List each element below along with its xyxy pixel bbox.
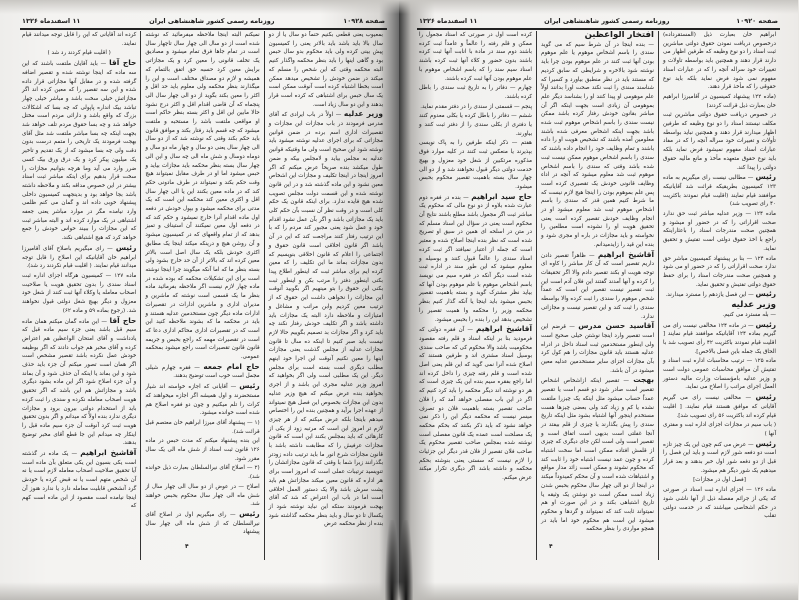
speaker-text: — باید آقایان ملتفت باشند که این سه ماده که اینجا نوشته شده و تقصیر اضافه گرفته شده و در مقابل آنها مجازاتی قرار داده شده و این سه تقصیر را که معین کرده اند اگر مجازاتش خیلی سخت باشد و مباشر خیلی چهار تباشد بیک انداره پاپولی که چه بسا که اشکالات بزرگ که واقع باشد و دارائی مردم است مختل خواهد شد و چه بسا حقوق مردم تلف خواهد شد بجهت اینکه چه بسا مباشر ملتفت شد مثل آقای بهجت فرمودند یک تاریخی را متمم درست بدون دقت ولی چه بسا میشود که از یک تقدیم و تاخیر یک میلیون پیکر کرد و یک درق ورق بیک کسی ضرر وارد می آید وما هرچه بتوانیم مجازات را سخت قرار بدهیم برای اینکه مباشر ثبت اسناد بیشتر در این خصوص مداقه بکند و ملاحظه داشته باشد بجا خواهد بود و بدینجهت کمیسیون داخلی پیشنهاد خوبی داده اند و گمان می کنم ظلمی وارد نیامده مگر در موارد مباشر یعنی جعفه اشتباهی در یک موارد کرده اند و البته مباشر ثبت که این مجازات را ببیند حواس خودش را جمع خواهد کرد که هیچ اشتباهی نکند. [22, 61, 137, 242]
speaker-text: — این ماده گمان میکنم همان ماده سیم قبل باشد یعنی جزء سیم ماده قبل که یادداشت و آقای امتحان الواعظین هم اعتراض کرده و آقای مخبر هم جواب دادند که اگر بوظیفه خودش عمل نکرده باشد تقصیر مشخص است اگر همان است تصور میکنم آن جزء باید حذف شود و این بماند یا اینکه آن حذف شود و آن بماند و آن جزء اصلاح شود اگر این ماده بشود دیگری باشد و مجازاتش هم این باشد که اگر تحقیق هویت اصحاب معامله نکرده و سندی را ثبت کرده باید از استخدام دولتی بیرون برود و مجازات دیگری ندارد بنده اولاً که میدانم و اگر بدون تحقیق هویت ثبت کرد آنوقت آن جزء سیم ماده قبل را اینکار چه میدانم این جا قطع آقای مخبر توضیح بدهند. [22, 318, 137, 447]
header-date: ۱۱ اسفندماه ۱۳۲۶ [22, 17, 81, 25]
speaker-name: رئیس [755, 172, 776, 182]
speaker-name: رئیس [755, 319, 777, 329]
speaker-name: وزیر عدلیه [343, 109, 383, 119]
header-gazette-title: روزنامه رسمی کشور شاهنشاهی ایران [149, 17, 275, 25]
body-paragraph: ماده ۱۲۴ — وزیر عدلیه مباشر ثبت حق ندارد صحت اقراراتی را که در حضور او میشود و همچنین صحت مندرجات اسناد را باعثاراینکه راجع با اخذ حقوق دولتی است تفتیش و تحقیق نماید. [663, 211, 777, 252]
page-number: ۴ [185, 543, 189, 550]
speaker-paragraph [663, 321, 776, 357]
speaker-text: — تقصیر اینکه ازاشخاص اشخاص تقصیر است صادر شود دو قسم است یا تقصیر عمداً حساب میشود مثل اینکه یک چیزرا ملتفت نشده یا کم و زیاد کند ولی بعضی چیزها هست مستخدم اینجور آنها اشتباه بشود مثل اینکه تاریخ سندی را پیش بگذارند یا چیزی از قلم بیفتد در آنجا غفلتی است بدیهی است اتفاق است و تقصیر است ولی است لکن جای دیگری که چیزی از قلمش افتاده ممکن است اما سخت اشتباه کرده و چون عمد نیست اشتباه خود را ثابت کند که محکوم نشوند و ممکن است زائد مدار مواقع و اشتباهات شده است و آن محکم کمیدوداً میکند در اینجا از دو الی چهار سال محکوم بحبس شدن زیاد است ممکن است دو نوشتن یک وثیقه یا تاریخ اشتباهی بکند و در این صورت او هم نمیتواند ثابت کند که نمیتواند و گردها و محکوم میشود این است هم محکوم خود اما باید در همچو مواردی را بنظر محکمه [541, 378, 654, 533]
body-paragraph: (ماده ۱۲۲ پیشنهاد کمیسیون در آقامیرزا ابراهیم خان بعبارت ذیل قرائت کردند) [663, 93, 776, 109]
header-gazette-title: روزنامه رسمی کشور شاهنشاهی ایران [544, 17, 670, 25]
speaker-paragraph [541, 251, 654, 322]
speaker-name: رئیس [239, 508, 260, 518]
speaker-paragraph [22, 59, 136, 243]
speaker-paragraph [22, 449, 136, 511]
speaker-paragraph [419, 193, 532, 325]
speaker-paragraph [541, 376, 654, 534]
body-paragraph: ماده ۱۲۵ — ترتیب محاسبات اداره ثبت اسناد و تفتیش آن موافق محاسبات عمومی دولت است و وزیر عدلیه بامؤسسات وزارت مالیه دستور العمل اجرای مراتب را اصلاح می نماید. [663, 358, 777, 391]
body-paragraph: کرده است اول در صورتی که اسناد مجعول را ممکن و قلم رفته را عالماً و عامداً ثبت کرده باشند دوم سند در مادة با انابت آنها ثبت کرده باشند بدون حضور و کلاء آنها ثبت کرده باشند اسناد سیم سند را که باسم اشخاص موهوم با علم موهوم بودن آنها ثبت کرده باشند. [419, 32, 532, 82]
speaker-text: — یک ماده در گذشته است یکی بسیون این یکی متعلق بآن ماده است آیا تحقیق صلاحیت اصحاب معامله لازم است یا نه آن شخص متهم است یا نه قبض کرده یا خودش گرد آنشخص قابلیت معامله دارد یا ندارد هنوز آن اینجا نیامده است مقصود از این ماده است کهم که [22, 451, 137, 510]
page-number: ۴ [549, 543, 553, 550]
speaker-text: — آقایانی که اجازه خواسته اند شیار مستحضرند و اول همیشه اگر اجازه میخواهند که کرات را تلم میکنیم و چون دو فقره اصلاح هم شده است خوانده میشود. [145, 384, 260, 417]
body-paragraph: چهارم — دفاتر را به تاریخ ثبت سندی را باطل کرده باشند. [419, 85, 532, 100]
speaker-paragraph [663, 290, 776, 300]
speaker-text: — ظاهراً تقصیر دادن داریم تقصیر است که آن کار مباشر را کاوه ای توجه هویت او بکند تقصیر دادم والا اگر تحقیقات را کرده و آنها آمدند گفتند این فلان آدم است این ثبت تقصیر نیست تقصیر این است که عمداً شخص موهوم را سندی را ثبت کرده والا بواسطه سندی را ثبت کند و این تقصیر نیست و مجازاتی ندارد. [541, 252, 654, 320]
speaker-name: رئیس [755, 438, 776, 448]
body-paragraph: هفتم — ذکر اینکه طرفین را به پاک نویسی بپذیرند یا منعکس ثبت کنند در کلیه موارد فوق مذکوره مرتکبین از شغل خود معزول و بهیچ خدمت دولتی دیگر قبول نخواهند شد و از دو الی چهار سال بسته باهمیت تقصیر محکوم بحبس میشود. [419, 140, 532, 190]
binding-gutter-shadow [385, 520, 399, 600]
right-page-columns [415, 31, 780, 560]
speaker-name: حاج سید ابراهیم [471, 191, 533, 201]
speaker-text: — بنده در فقره دوم عبارت شده بلاوه از دو نوع مالی که محکوم یک مباشر ثبت اگر مجعول باشد مطلع باشند نتایج آن محکوم است یعنی در سؤال این اسناد مسلم که در متن در اسلحه ای همین در سیق او تصریح شده است که نظر بنده اینجا اصلاح شده و معتبر است که جمله از اعتبار نمیافتد اگر ثبت کرده اسناد سندی را عالماً قبول کنند و بوسیله و معلوم میشود که این طور سند در اداره ثبت شده است دیگر آنکه در فقره سیم می نویسد باسم اشخاص موهوم با علم موهوم بودن آنها که بیاید نظر مشترک گوید و بسته باهمیت تقصیر بحبس میشود باید اینجا یا آنکه گذار کنیم بنظر محکمه وزیر را محکمه وا همیت تقصیر را تشخیص بدهد این را بنده را بحبس میشود. [419, 194, 532, 323]
header-page-label: صفحه ۱۰۹۲۰ [736, 17, 778, 25]
body-paragraph: (۲ — اصلاح آقای نیرالسلطان بعبارت ذیل خوانده شد). [145, 465, 260, 481]
body-paragraph: ابراهیم خان بعبارت ذیل (المستقرداده) درخصوص دریافت نمودن حقوق دولتی مباشرین ثبت اسناد را دو نوع وظیفه که طرفین اظهار می دارند قرار دهند و همچنین باید بواسطه تاولات و تغییرات خود سراله آنچه را که در عبارات اسناد مفهوم نمی شود فرض نماید بلکه باید نوع حقوقی را که مأخذ قرار دهند. [663, 32, 776, 91]
body-paragraph: بمعیوب یعنی قطعی بکنیم حتماً دو سال یا از دو سال بالا باید باشد باید بالاتر یعنی را کمیسیون پیش بینی کرده ولی باید محکوم بدو سال حبس بود و گاهی اینها را باید بنظر محکمه واگذار کنیم البته محکمه وقتی که این شخص را مسلم که میکند در ضمن خودش را تشخیص میدهد ممکن است بخطا اشتباه کرده است آنوقت ممکن است یک سال حبس برای اشتباهی که کرده است قرار بدهند و این دو سال زیاد است. [268, 32, 383, 108]
scan-shadow-bottom [0, 582, 399, 600]
speaker-name: رئیس [755, 392, 777, 402]
speaker-text: — اولاً در باب ایرادی که آقای مدرس فرمودند در باب مجازات این مجازات و تقصیرات اداری اسم برده در ضمن قوانین مجازاتی که برای اجرای عدلیه نوشته میشود باید نوشته شود این صحیح است ولی ما وقتیکه قوانین عدلیه به مجلس بیاید و لامجلس بیکه و ضمن طول میکشد بنده صریحاً عرض میکنم که اگر امروز اینجا در اینجا تکلیف و مجازات این اشخاص معین نشود و این ماده گذشته شد و در این قانون نوشته شده و این قسمت دولت مجلس تصویب شده هیچ فایده ندارد. برای اینکه قانون یک حکم کلی است و در وقت نظر آن نسبت بآن حکم کلی باید یک مجازاتی باشد و اگر بآن عمل نشود اقدام خود و عمل شود یعنی مجبور کند مردم را که با این ترتیب رفتار کنند مراجعت کند که این در آن باشد اگر قانون اخلاقی است قانون حقوق و اجتماعی را اعلام که قانون اخلاقی بنویسیم که بدون مجازات بماند ما این تکلیف را که معین کرده ایم برای مباشر ثبت که اینطور اطلاع پیدا بکنی اینطور دفتر را مرتب بکن و اینطور ثبت بکنی این حقوق را بتو مینهیم اگر بگویید آنوقت این مجازات را نخواهی داشت این حقوق که از ترتیب معین کردیم وابن مراتب و مشاغل و امتیازات و ملاحظه دارد البته یک مجازات باید داشته باشد و اگر تکلیف خودش رفتار نکند چه باید کرد و اگر مجازات بد تصمیم بگوییم حالا لازم نیست باید صبر کنیم تا اینکه ده سال تا قانون مجازات عدلیه از مجلس گذشت یعنی مجازات اینها را معین نکنیم آنوقت این اجرا خود اینهم مطلب دیگری است بسته است برأی مجلس دیگر. این یک مطلبی است ولی اگر بخواهید که امروز وزیر عدلیه مجری این باشد و از اجری بخواهید بنده عرض میکنم که هیچ وزیر عدلیه بدون این مجازات بخصوص این فصل هیچ نمیتواند از عهده اجرا برآید و همچنین بنده این را اختصاص میدهم باینجا بلکه عرض میکنم که از هر چیزی لازم تر امروز این است که مرتبه زود از یکی از کارهائی که باید بمجلس بکنند این است که قانون مجازات عرفیش را که مطابقت داشته باشد با قانون مجازات شرع انور ما باید ترتیب داده زودتر بگذرانند زیرا شما با وقتی که قانون مجازاتشان را تنویسید ترتیبات عملی است که امروز است برای هر اداره که قانون معین میکند مجازاتش هم باید پشت سرش باشد والا یک دستور العمل اخلاقی است اما در باب این اعتراض که شد که آقای بهجت فرمودند ستکه این نباید نوشته شود از یکسال تا دو سال و باید بنظر محکمه گذاشته شود بنده از نظر محکمه عرض [268, 112, 383, 528]
text-column [18, 31, 141, 560]
body-paragraph: (۱ — پیشنهاد آقای میرزا ابراهیم خان معتصم قبل قرائت شد). [145, 419, 260, 435]
speaker-name: آقاشیخ ابراهیم [80, 448, 137, 458]
centered-note: ( اقلیت قیام کردند رد شد ) [47, 50, 111, 57]
text-column [659, 31, 780, 560]
body-paragraph: پنجم — قسمتی از سندی را در دفتر مقدم نماید. [420, 103, 532, 110]
speaker-text: — قرضم این است تقصیر وارد اینجا نوشتن خیلی صحیح است ولی اینطور مستخدمین ثبت اسناد داخل در ادراه عدلیه هستند باید قانون مجازات را هم کول کرد بآن مجازات اجزای سایر مستخدمین عدلیه معین میشود در آن باشد. [541, 324, 654, 374]
left-page [0, 0, 399, 600]
speaker-paragraph [269, 110, 383, 529]
body-paragraph: — بنده اینجا در آن شرط سیم که می گوید سندی را باسم اشخاص موهوم یا علم موهوم بودن آنها ثبت کنند در علم موهوم بودن چرا باید نوشته شود بالاخره و شرایطی که سابق کردیم که مستند باید در نظر منطبق بیاورد و کسیرا که شناسند سندی را ثبت نکند صحت اورا بدانند اولاً علم موهومی او پیدا کنند او را بشناسد دیگر علم بموهومی آن زیادی است بجهت اینکه اگر آن مباشر بقانون خودش رفتار کرده باشد ممکن نیست سندی را باسم اشخاص موهوم ثبت شده باشد بجهت اینکه اشخاص معرفی شده باشند معلومین آمده باشند که تشخیص هویت او را داده باشند و تمام وظایف خود را انجام داده باشند که سندی را باسم اشخاص موهوم ممکن نیست ثبت شده باشد وقتی که سندی را باسم اشخاص موهوم ثبت شد معلوم میشود که آنچه در اداء وظایف قانونی خودش یک تقصیری کرده است پس علم بموهوم بودن را اینجا هیچ لازم نیست که ما شرط کنیم همین قدر که سندی را باسم اشخاص موهوم ثبت شد معلوم میشود او در انجام وظایف خودش تقصیر کرده است یعنی تحقیق هویت او را نشوده است مطلعین را نخواسته و باید مجازات در باره او مجری شود و بنده این قید را زایدمیدانم. [541, 41, 654, 248]
speaker-name: حاج امام جمعه [203, 361, 260, 371]
left-page-columns [18, 31, 387, 560]
section-heading: افتخار الواعظین [584, 31, 654, 40]
body-paragraph: این بنده پیشنهاد میکنم که مدت حبس در ماده ۱۲۶ قانون ثبت اسناد از شش ماه الی یک سال مقرر شود. [145, 438, 260, 462]
centered-note: [فصل اول در مجازات] [693, 477, 746, 484]
header-rule [417, 28, 780, 30]
speaker-text: — رای میگیریم اول در اصلاح آقای نیرالسلطان که از شش ماه الی چهار سال پیشنهاد [145, 511, 260, 536]
text-column [141, 31, 264, 560]
right-page-header [419, 14, 778, 28]
speaker-text: — مطالبی نیست رای میگیریم به ماده ۱۲۳ کمیسیون بطریقیکه قرائت شد آقایانیکه موافقند قیام نمایند (اقلیت قیام نمودند باکثریت ۴۰ رای تصویب شد) [663, 175, 776, 208]
section-heading: وزیر عدلیه [731, 300, 776, 311]
speaker-name: رئیس [239, 381, 260, 391]
header-page-label: صفحه ۱۰۹۲۸ [343, 17, 385, 25]
speaker-paragraph [145, 363, 259, 381]
body-paragraph: در خصوص دریافت حقوق دولتی مباشرین ثبت مکلف نیستند اسناد را دو نوع وظیفه که طرفین اظهار میدارند قرار دهند و همچنین نباید بواسطه تأولات و تغییرات خود سراله آنچه را که در مفاد عبارات اسناد مفهوم نمیشود فرض نماید بلکه باید نوع حقوق متعهده مأخذ و مانع مالیه حقوق دولتی را پیدا کند. [663, 112, 776, 171]
speaker-name: حاج آقا [109, 315, 137, 325]
speaker-paragraph [22, 317, 136, 449]
speaker-name: بهجت [633, 375, 655, 385]
speaker-paragraph [419, 325, 532, 483]
body-paragraph: — بله مسترد می کنیم. [722, 311, 776, 318]
body-paragraph: ( باب سیم در مجازات اجزای اداره ثبت و مفتری آنها ) [663, 422, 776, 437]
speaker-paragraph [663, 173, 776, 209]
speaker-name: رئیس [755, 289, 776, 299]
speaker-text: — رای میگیریم باصلاح آقای آقامیرزا ابراهیم خان آقایانیکه این اصلاح را قابل توجه میدانند قیام نمایند. ( اقلیت قیام نکردند رد شد). [22, 245, 137, 270]
speaker-text: — عرض می کنم چون این یک چیز تازه است دو دفعه شور لازم است و باید این فصل را قبل از دو دفعه شور اول خبر بدهند و بعد قرار میدهیم یک شور دیگر هم میشود. [663, 441, 776, 474]
scan-shadow-bottom [399, 582, 798, 600]
body-paragraph: کرده اند آقایانی که این را قابل توجه میدانند قیام نمایند. [22, 32, 137, 47]
speaker-paragraph [541, 322, 654, 375]
speaker-text: — این فصل یازدهم را مسترد میدارند. [665, 292, 754, 299]
speaker-name: آقاسید حسن مدرس [578, 321, 654, 331]
left-page-header [22, 14, 385, 28]
speaker-text: — فقره چهارم شیلی مجمل است خوب است توضیح بدهند. [145, 364, 260, 380]
speaker-name: آقاشیخ ابراهیم [476, 324, 532, 334]
speaker-paragraph [145, 510, 259, 537]
body-paragraph: ماده ۱۲۴ — بنا بر پیشنهاد کمیسیون مباشر حق ندارد صحت اقراراتی را که در حضور او می شود و همچنین صحت مندرجات اسناد را برای حفظ حقوق دولتی تفتیش و تحقیق نماید. [663, 255, 777, 288]
speaker-name: رئیس [115, 242, 137, 252]
text-column [265, 31, 387, 560]
scan-shadow-top [0, 0, 399, 14]
speaker-paragraph [663, 393, 776, 420]
speaker-name: آقاشیخ ابراهیم [597, 249, 654, 259]
body-paragraph: ماده ۱۲۶ — اجزای اداره ثبت اسناد در صورتی که یکی از جرائم مفصله ذیل از آنها ناشی شود در حکم اشخاصی میباشند که در خدمت دولتی تقلب [663, 487, 776, 520]
binding-gutter-shadow [399, 520, 413, 600]
speaker-paragraph [663, 440, 776, 476]
body-paragraph: نمیکنم البته اینجا ملاحظه میفرمائید که نوشته شده است از دو سال الی چهار سال تاچهار سال است در تمام جاها فرق تمام میشود و مصادیق یک تخلف قانونی را معین کرد و یک مجازاتی برایش معین کرد حسبه حق اتفق بالتمام که همیشه و لازم دو مصداق مختلف است و این را میگذارند بنظر محکمه ولی معلوم باید حد اقل و اکثر را معین بکند بگوید از دو الی چهار سال الی پنجماه که آن قاضی اقدام اقل و اکثر درج نشود حالا مابین این اقل و اکثر بسته بنظر حاکم است او مواقعی ملتفت باشد را مستحبه و ملتفت میشود که چه قسم باید رفتار بکند و موافق قانون باید حکم بکند وقتی که نوشته شد که از دو سال الی چهار سال یعنی دو سال و چهار ماه دو سال و دوماه دوسال و شش ماه الی چه سال و این الی چهار سال بسته بنظر محکمه باید مجازات بیاید و حبس میشود اما او در طرف مقابل نمیتواند هیچ وقت حکم بکند و نمیتواند در طرف مادونی حکم کند که در ماده معین بکنند این یا الی چهار سال اقل و اکثری معین کند محکمه این است که یک مدتی برای محکمه میشود و بپول خودش در دفعه اول ماده اقدام آنرا خارج نمیشود و حکم کند که در دفعه اول معین نمیکنند آن استیناف و تمیز بدهد که از تمام واقعهای که در کمیسیون میشود و آن روشن هیچ و درینکه میکند اینجا یک مطابق اکثری خودش بلکه یک سال اصل است بالاتر معین کرده اند که بالاتر از آن حد خارج بشود ولی بسته بنظر ما که اما آنکه میگویند چرا اینجا نوشته است برای این تشکیلات محکمه که بوده شده در ماده چهار لازم نیست اگر ملاحظه بفرمائید ماده بنظر ما یک قسمی است نوشته که ماشرین و مدیران اداری و ماشرین ادارات در تقصیرات ادارات ماده دیگر چون مستخدمین عدلیه هستند و باید در محکمه ما که بشوند ملاحظه کنید این است که در تقصیرات اداری محاکم اداری دعا که است در تقصیرات مهمه که راجع بحبس و جریمه قانون قانون تقصیرات است راجع میشود بمحکمه عمومی. [145, 32, 260, 361]
speaker-text: — آن فقره دولتی که فرمودید بنا بر اینکه اسناد و قلم رفته مقصود محکومیت باشد والا محکوم کی که صاحب سندی بوسیل اسناد مشتری اند و طرفین هستند که اصلاح شده آنرا نمی گوید که این قلم یعنی اصل شده است و قلم رفته چیزی را داخل کرده اند اما راجع بفقره سیم بنده این یک چیزی است که هر دو نوشته اند دیگر محکمه را باید کرد کنیم که اگر در این باب مفصلی خواهد آمد که را فلان صاحب تقصیر بسته باهمیت فلان دو تصرف میسر نیست که محکمه دیگر این را ذکر نمی خواهد نشود که باید ذکر بکنند که بحکم محکمه یک مصلحت است عمده یک قانون مفصلی است نوشته شده بمجلس صاحب تقصیر محکوم یک صاحب فلان تقصیر از فلان قدر دیگر این جزئیات را لازم نیست که سستی یعنی بنوشته بحکم محکمه و داشته باشد اگر دیگری تکرار میکند عرض میکنم. [419, 327, 532, 482]
body-paragraph: اصلاح — در عوض از دو سال الی چهار سال از شش ماه الی چهار سال محکوم بحبس خواهند شد. [145, 483, 260, 508]
text-column [537, 31, 659, 560]
speaker-text: — در ماده ۱۲۴ مخالفی نیست رای می گیریم بماده ۱۲۴ آقایانیکه موافقند قیام نمایند [ اقلیت قیام نمودند باکثریت ۴۲ رأی تصویب شد با الحاق یک جمله باین فصل بالاخص]. [663, 322, 776, 355]
speaker-paragraph [145, 382, 259, 418]
body-paragraph: ششم — دفاتر را باطل کرده یا بکلی معدوم کنند یا دفتری از بکلی سندی را از دفتر ثبت کنند و بیاورند. [419, 113, 532, 137]
speaker-paragraph [22, 244, 136, 271]
header-rule [20, 28, 387, 30]
speaker-name: حاج آقا [109, 58, 137, 68]
header-date: ۱۱ اسفندماه ۱۳۲۶ [419, 17, 478, 25]
body-paragraph: ماده ۱۲۷ — کمیسیون هرگاه اجزای اداره ثبت اسناد سندی را بدون تحقیق هویت یا صلاحیت اصحاب معامله یا وکلاء آنها ثبت کنند از شغل خود معزول و دیگر بهیچ شغل دولتی قبول نخواهند شد. (رجوع بماده ۵۹ و ماده ۶۲) [22, 272, 137, 314]
right-page [399, 0, 798, 600]
speaker-text: — مخالفی نیست رای می گیریم آقایانی که موافق هستند قیام نمایند. [ اقلیت قیام کرده اند باکثریت ۵۶ رای تصویب شد]. [663, 395, 776, 419]
scan-shadow-top [399, 0, 798, 14]
text-column [415, 31, 537, 560]
